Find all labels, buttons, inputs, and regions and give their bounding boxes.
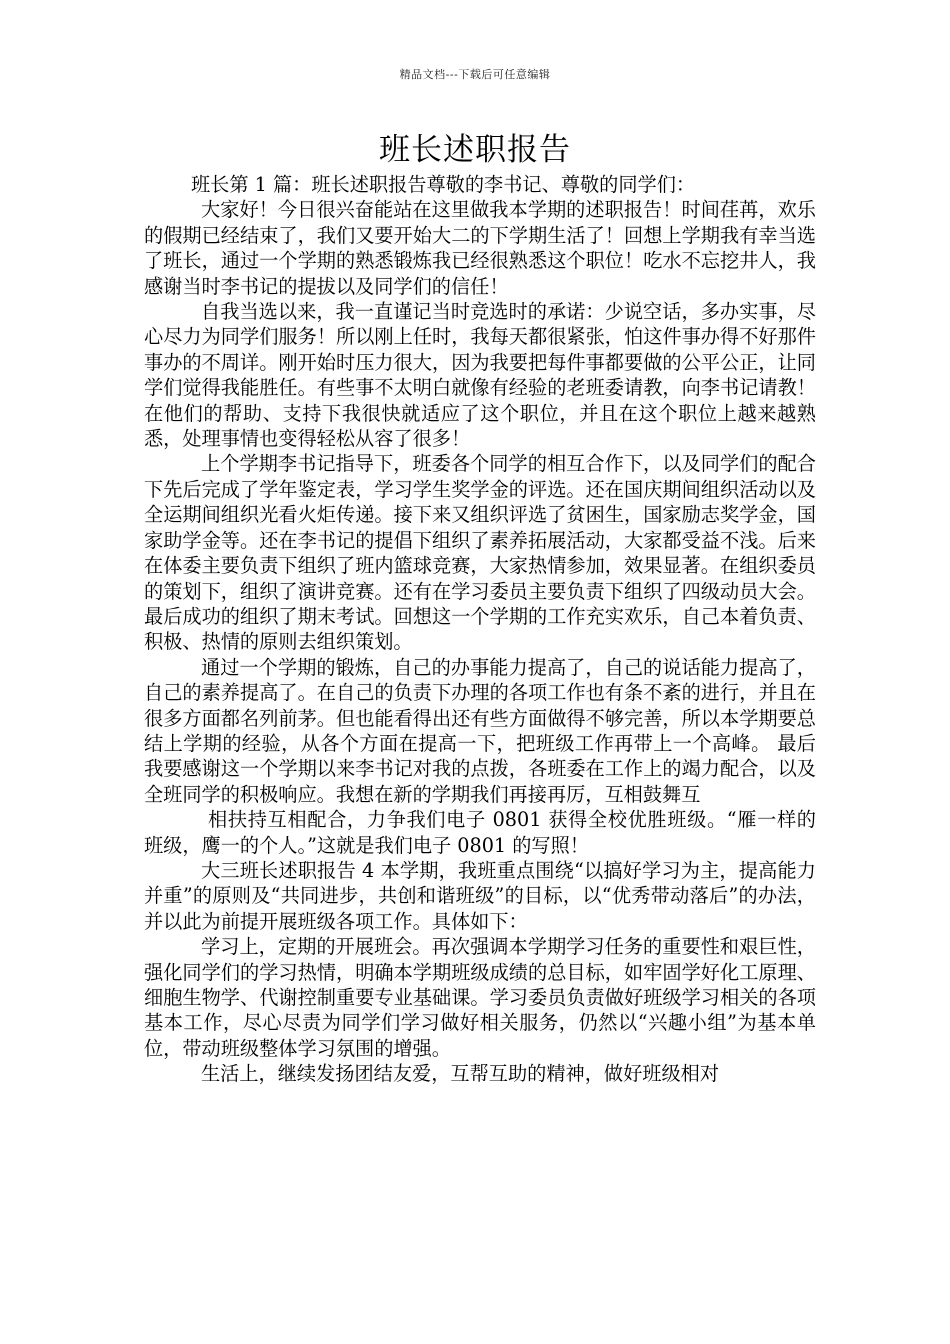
document-title: 班长述职报告 <box>379 132 571 168</box>
paragraph: 学习上，定期的开展班会。再次强调本学期学习任务的重要性和艰巨性，强化同学们的学习热情，明确本学期班级成绩的总目标，如牢固学好化工原理、细胞生物学、代谢控制重要专业基础课。学习委员负责做好班级学习相关的各项基本工作，尽心尽责为同学们学习做好相关服务，仍然以“兴趣小组”为基本单位，带动班级整体学习氛围的增强。 <box>144 935 816 1060</box>
paragraph: 大三班长述职报告 4 本学期，我班重点围绕“以搞好学习为主，提高能力并重”的原则及“共同进步，共创和谐班级”的目标，以“优秀带动落后”的办法，并以此为前提开展班级各项工作。具体如下： <box>144 858 816 933</box>
page-header: 精品文档---下载后可任意编辑 <box>399 68 551 81</box>
paragraph: 上个学期李书记指导下，班委各个同学的相互合作下，以及同学们的配合下先后完成了学年鉴定表，学习学生奖学金的评选。还在国庆期间组织活动以及全运期间组织光看火炬传递。接下来又组织评选了贫困生，国家励志奖学金，国家助学金等。还在李书记的提倡下组织了素养拓展活动，大家都受益不浅。后来在体委主要负责下组织了班内篮球竞赛，大家热情参加，效果显著。在组织委员的策划下，组织了演讲竞赛。还有在学习委员主要负责下组织了四级动员大会。最后成功的组织了期末考试。回想这一个学期的工作充实欢乐，自己本着负责、积极、热情的原则去组织策划。 <box>144 452 816 654</box>
document-body <box>144 172 816 1087</box>
paragraph: 通过一个学期的锻炼，自己的办事能力提高了，自己的说话能力提高了，自己的素养提高了。在自己的负责下办理的各项工作也有条不紊的进行，并且在很多方面都名列前茅。但也能看得出还有些方面做得不够完善，所以本学期要总结上学期的经验，从各个方面在提高一下，把班级工作再带上一个高峰。 最后我要感谢这一个学期以来李书记对我的点拨，各班委在工作上的竭力配合，以及全班同学的积极响应。我想在新的学期我们再接再厉，互相鼓舞互 <box>144 655 816 806</box>
paragraph: 班长第 1 篇：班长述职报告尊敬的李书记、尊敬的同学们： <box>191 173 696 196</box>
paragraph: 生活上，继续发扬团结友爱，互帮互助的精神，做好班级相对 <box>201 1062 720 1086</box>
paragraph: 相扶持互相配合，力争我们电子 0801 获得全校优胜班级。“雁一样的班级，鹰一的个人。”这就是我们电子 0801 的写照！ <box>144 808 816 857</box>
paragraph: 自我当选以来，我一直谨记当时竞选时的承诺：少说空话，多办实事，尽心尽力为同学们服务！所以刚上任时，我每天都很紧张，怕这件事办得不好那件事办的不周详。刚开始时压力很大，因为我要把每件事都要做的公平公正，让同学们觉得我能胜任。有些事不太明白就像有经验的老班委请教，向李书记请教！在他们的帮助、支持下我很快就适应了这个职位，并且在这个职位上越来越熟悉，处理事情也变得轻松从容了很多！ <box>144 300 816 451</box>
paragraph: 大家好！今日很兴奋能站在这里做我本学期的述职报告！时间荏苒，欢乐的假期已经结束了，我们又要开始大二的下学期生活了！回想上学期我有幸当选了班长，通过一个学期的熟悉锻炼我已经很熟悉这个职位！吃水不忘挖井人，我感谢当时李书记的提拔以及同学们的信任！ <box>144 198 816 298</box>
